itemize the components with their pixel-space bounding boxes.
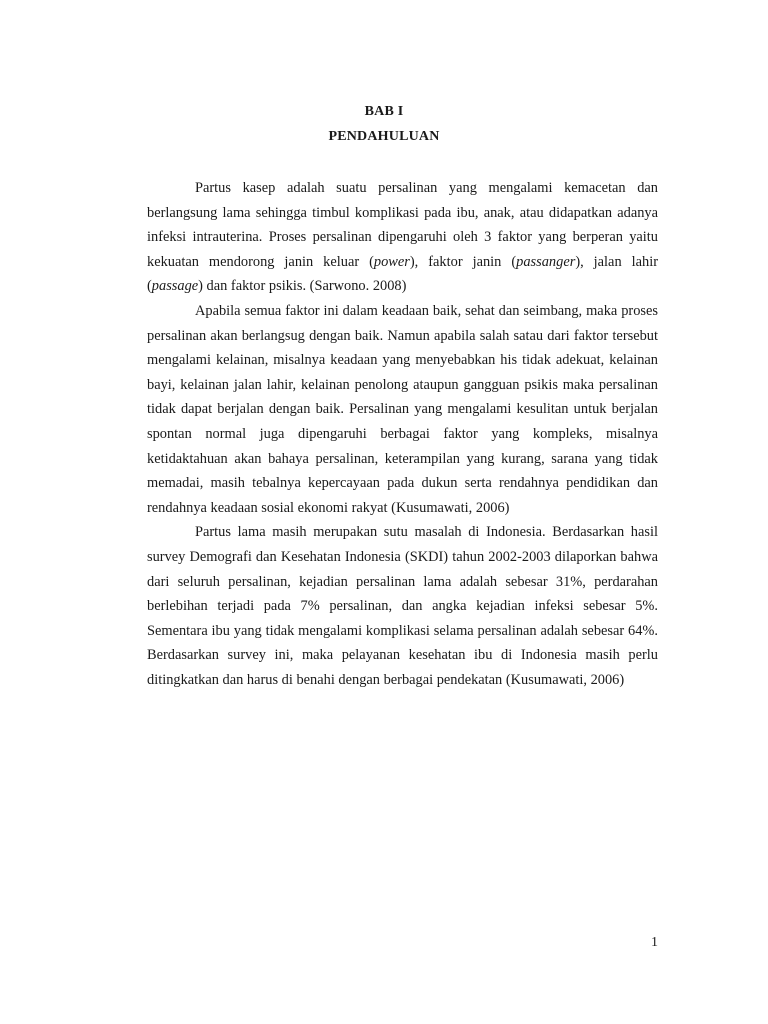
chapter-heading: BAB I — [364, 104, 404, 119]
text-run-italic: passanger — [516, 253, 576, 270]
text-run: ) dan faktor psikis. (Sarwono. 2008) — [198, 278, 407, 295]
text-run: ), jalan lahir ( — [147, 253, 658, 295]
paragraph — [147, 520, 658, 692]
text-run-italic: passage — [151, 278, 199, 295]
text-run: Apabila semua faktor ini dalam keadaan baik, sehat dan seimbang, maka proses persalinan akan berlangsug dengan baik. Namun apabila salah satau dari faktor tersebut mengalami kelainan, misalnya keadaan yang menyebabkan his tidak adekuat, kelainan bayi, kelainan jalan lahir, kelainan penolong ataupun gangguan psikis maka persalinan tidak dapat berjalan dengan baik. Persalinan yang mengalami kesulitan untuk berjalan spontan normal juga dipengaruhi berbagai faktor yang kompleks, misalnya ketidaktahuan akan bahaya persalinan, keterampilan yang kurang, sarana yang tidak memadai, masih tebalnya kepercayaan pada dukun serta rendahnya pendidikan dan rendahnya keadaan sosial ekonomi rakyat (Kusumawati, 2006) — [147, 302, 658, 516]
text-run: Partus kasep adalah suatu persalinan yang mengalami kemacetan dan berlangsung lama sehingga timbul komplikasi pada ibu, anak, atau didapatkan adanya infeksi intrauterina. Proses persalinan dipengaruhi oleh 3 faktor yang berperan yaitu kekuatan mendorong janin keluar ( — [147, 180, 658, 270]
paragraph — [147, 299, 658, 520]
text-run: Partus lama masih merupakan sutu masalah di Indonesia. Berdasarkan hasil survey Demografi dan Kesehatan Indonesia (SKDI) tahun 2002-2003 dilaporkan bahwa dari seluruh persalinan, kejadian persalinan lama adalah sebesar 31%, perdarahan berlebihan terjadi pada 7% persalinan, dan angka kejadian infeksi sebesar 5%. Sementara ibu yang tidak mengalami komplikasi selama persalinan adalah sebesar 64%. Berdasarkan survey ini, maka pelayanan kesehatan ibu di Indonesia masih perlu ditingkatkan dan harus di benahi dengan berbagai pendekatan (Kusumawati, 2006) — [147, 524, 658, 688]
chapter-title: PENDAHULUAN — [328, 129, 440, 144]
page-number: 1 — [651, 935, 658, 950]
text-run: ), faktor janin ( — [409, 253, 517, 270]
text-run-italic: power — [373, 253, 410, 270]
body-text — [147, 176, 658, 692]
paragraph — [147, 176, 658, 299]
